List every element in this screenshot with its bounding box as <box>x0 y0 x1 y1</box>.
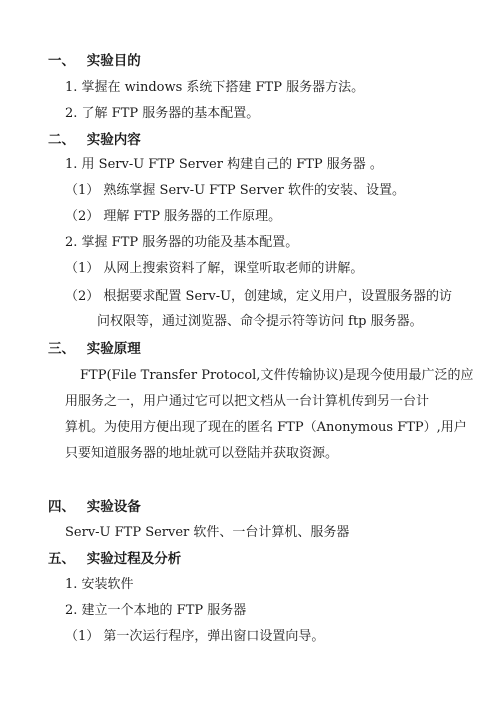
section-number: 四、 <box>48 499 75 515</box>
paragraph-line: Serv-U FTP Server 软件、一台计算机、服务器 <box>65 525 350 540</box>
paragraph-line: 1. 安装软件 <box>65 577 134 592</box>
paragraph-line: （2） 理解 FTP 服务器的工作原理。 <box>65 209 282 224</box>
paragraph-line: 只要知道服务器的地址就可以登陆并获取资源。 <box>65 446 339 461</box>
section-title: 实验目的 <box>86 53 141 69</box>
paragraph-line: 1. 掌握在 windows 系统下搭建 FTP 服务器方法。 <box>65 80 365 95</box>
section-title: 实验内容 <box>86 132 141 148</box>
section-title: 实验过程及分析 <box>86 551 182 567</box>
paragraph-line: （2） 根据要求配置 Serv-U，创建域，定义用户，设置服务器的访 <box>65 289 453 304</box>
section-title: 实验原理 <box>86 341 141 357</box>
paragraph-line: （1） 熟练掌握 Serv-U FTP Server 软件的安装、设置。 <box>65 183 405 198</box>
section-number: 一、 <box>48 53 75 69</box>
section-heading-1 <box>48 52 141 70</box>
section-heading-3 <box>48 340 141 358</box>
paragraph-line: FTP(File Transfer Protocol,文件传输协议)是现今使用最广泛的应 <box>80 368 474 383</box>
paragraph-line: （1） 第一次运行程序，弹出窗口设置向导。 <box>65 629 325 644</box>
section-heading-4 <box>48 498 141 516</box>
section-number: 三、 <box>48 341 75 357</box>
section-number: 二、 <box>48 132 75 148</box>
paragraph-line: 用服务之一，用户通过它可以把文档从一台计算机传到另一台计 <box>65 394 430 409</box>
paragraph-line: 1. 用 Serv-U FTP Server 构建自己的 FTP 服务器 。 <box>65 157 383 172</box>
paragraph-line: 2. 了解 FTP 服务器的基本配置。 <box>65 106 260 121</box>
paragraph-line: 算机。为使用方便出现了现在的匿名 FTP（Anonymous FTP）,用户 <box>65 420 467 435</box>
paragraph-line: 问权限等，通过浏览器、命令提示符等访问 ftp 服务器。 <box>97 314 423 329</box>
section-heading-5 <box>48 550 181 568</box>
section-number: 五、 <box>48 551 75 567</box>
paragraph-line: 2. 建立一个本地的 FTP 服务器 <box>65 603 247 618</box>
section-title: 实验设备 <box>86 499 141 515</box>
paragraph-line: 2. 掌握 FTP 服务器的功能及基本配置。 <box>65 235 299 250</box>
section-heading-2 <box>48 131 141 149</box>
paragraph-line: （1） 从网上搜索资料了解，课堂听取老师的讲解。 <box>65 261 364 276</box>
